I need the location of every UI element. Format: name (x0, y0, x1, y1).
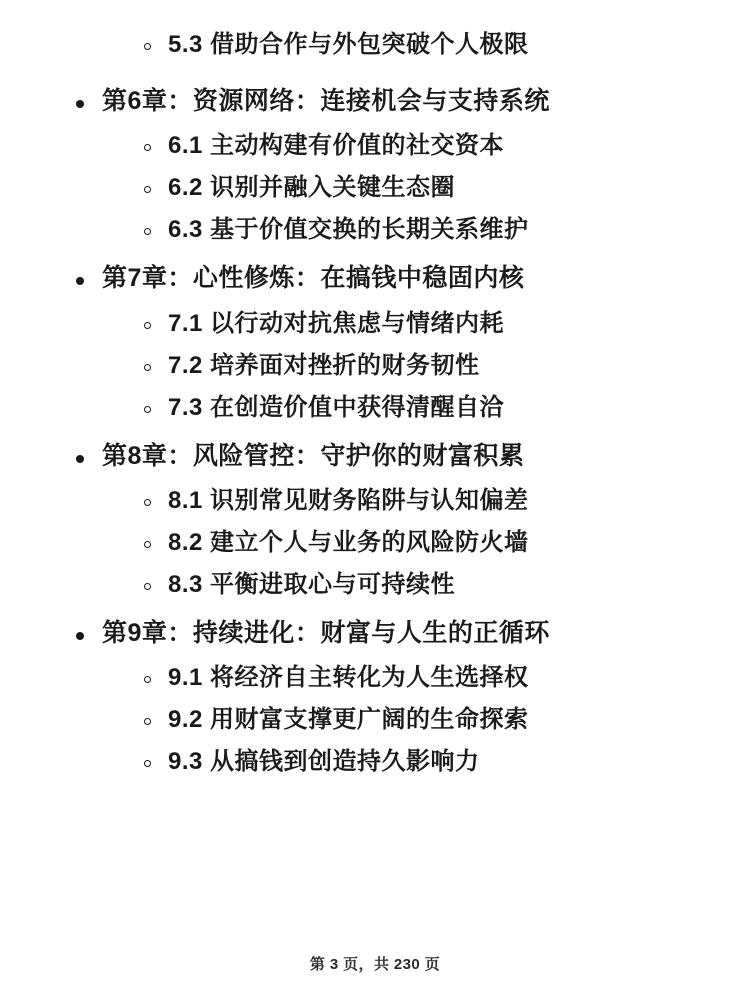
toc-section-item[interactable]: 6.3 基于价值交换的长期关系维护 (60, 215, 690, 245)
toc-section-item[interactable]: 7.3 在创造价值中获得清醒自洽 (60, 393, 690, 423)
toc-group (60, 263, 690, 422)
toc-group (60, 86, 690, 245)
page-footer: 第 3 页，共 230 页 (309, 956, 441, 973)
toc-section-item[interactable]: 9.1 将经济自主转化为人生选择权 (60, 663, 690, 693)
toc-section-item[interactable]: 7.1 以行动对抗焦虑与情绪内耗 (60, 309, 690, 339)
toc-group (60, 618, 690, 777)
table-of-contents (60, 30, 690, 777)
toc-section-item[interactable]: 8.1 识别常见财务陷阱与认知偏差 (60, 486, 690, 516)
toc-chapter-item[interactable]: 第6章：资源网络：连接机会与支持系统 (60, 86, 690, 117)
toc-chapter-item[interactable]: 第7章：心性修炼：在搞钱中稳固内核 (60, 263, 690, 294)
toc-chapter-item[interactable]: 第9章：持续进化：财富与人生的正循环 (60, 618, 690, 649)
toc-section-item[interactable]: 5.3 借助合作与外包突破个人极限 (60, 30, 690, 60)
toc-section-item[interactable]: 9.3 从搞钱到创造持久影响力 (60, 747, 690, 777)
toc-section-item[interactable]: 9.2 用财富支撑更广阔的生命探索 (60, 705, 690, 735)
toc-section-item[interactable]: 6.2 识别并融入关键生态圈 (60, 173, 690, 203)
toc-section-item[interactable]: 6.1 主动构建有价值的社交资本 (60, 131, 690, 161)
toc-section-item[interactable]: 7.2 培养面对挫折的财务韧性 (60, 351, 690, 381)
toc-group (60, 441, 690, 600)
toc-group (60, 30, 690, 60)
toc-chapter-item[interactable]: 第8章：风险管控：守护你的财富积累 (60, 441, 690, 472)
toc-section-item[interactable]: 8.2 建立个人与业务的风险防火墙 (60, 528, 690, 558)
toc-section-item[interactable]: 8.3 平衡进取心与可持续性 (60, 570, 690, 600)
